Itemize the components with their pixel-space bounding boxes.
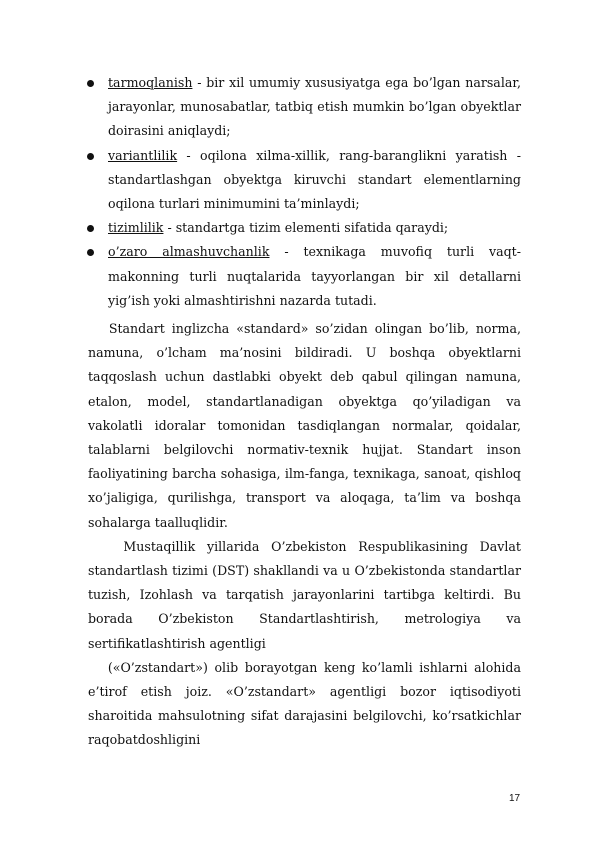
page-number: 17 bbox=[509, 793, 521, 804]
term-link: o’zaro almashuvchanlik bbox=[108, 244, 270, 260]
paragraph-text: («O’zstandart») olib borayotgan keng ko’lamli ishlarni alohida e’tirof etish joiz. «O’zstandart» agentligi bozor iqtisodiyoti sharoitida mahsulotning sifat darajasini belgilovchi, ko’rsatkichlar raqobatdoshligini bbox=[88, 659, 521, 748]
bullet-icon bbox=[87, 249, 94, 256]
list-item-text: - bir xil umumiy xususiyatga ega bo’lgan narsalar, jarayonlar, munosabatlar, tatbiq etish mumkin bo’lgan obyektlar doirasini aniqlaydi; bbox=[108, 75, 521, 139]
list-item-text: - oqilona xilma-xillik, rang-baranglikni yaratish - standartlashgan obyektga kiruvchi standart elementlarning oqilona turlari minimumini ta’minlaydi; bbox=[108, 147, 521, 212]
list-item-text: - texnikaga muvofiq turli vaqt-makonning turli nuqtalarida tayyorlangan bir xil detallarni yig’ish yoki almashtirishni nazarda tutadi. bbox=[108, 244, 522, 308]
principles-list bbox=[108, 71, 521, 313]
paragraph bbox=[88, 656, 521, 753]
document-body bbox=[88, 71, 521, 753]
paragraph-text: Mustaqillik yillarida O’zbekiston Respublikasining Davlat standartlash tizimi (DST) shakllandi va u O’zbekistonda standartlar tuzish, Izohlash va tarqatish jarayonlarini tartibga keltirdi. Bu borada O’zbekiston Standartlashtirish, metrologiya va sertifikatlashtirish agentligi bbox=[88, 538, 521, 651]
list-item bbox=[108, 71, 521, 144]
bullet-icon bbox=[87, 80, 94, 87]
term-link: tarmoqlanish bbox=[108, 75, 193, 90]
term-link: variantlilik bbox=[108, 147, 178, 163]
paragraph-text: Standart inglizcha «standard» so’zidan olingan bo’lib, norma, namuna, o’lcham ma’nosini bildiradi. U boshqa obyektlarni taqqoslash uchun dastlabki obyekt deb qabul qilingan namuna, etalon, model, standartlanadigan obyektga qo’yiladigan va vakolatli idoralar tomonidan tasdiqlangan normalar, qoidalar, talablarni belgilovchi normativ-texnik hujjat. Standart inson faoliyatining barcha sohasiga, ilm-fanga, texnikaga, sanoat, qishloq xo’jaligiga, qurilishga, transport va aloqaga, ta’lim va boshqa sohalarga taalluqlidir. bbox=[88, 321, 521, 530]
bullet-icon bbox=[87, 225, 94, 232]
list-item bbox=[108, 240, 521, 313]
list-item-text: - standartga tizim elementi sifatida qaraydi; bbox=[163, 220, 449, 236]
bullet-icon bbox=[87, 153, 94, 160]
paragraph bbox=[88, 317, 521, 535]
paragraph bbox=[88, 535, 521, 656]
list-item bbox=[108, 144, 521, 217]
list-item bbox=[108, 216, 521, 240]
term-link: tizimlilik bbox=[108, 220, 164, 236]
